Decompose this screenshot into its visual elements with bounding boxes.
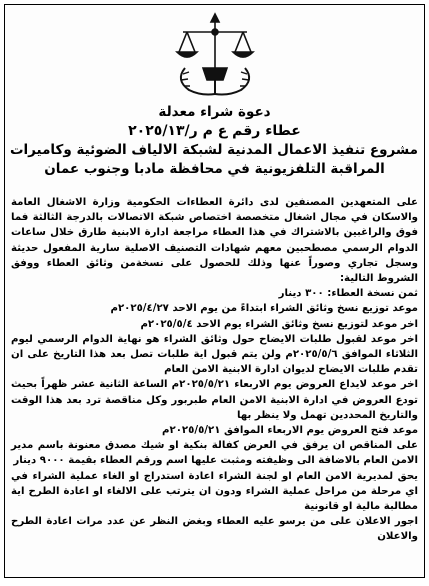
- project-title-line2: المراقبة التلفزيونية في محافظة مادبا وجنوب عمان: [44, 161, 385, 177]
- police-emblem-icon: [155, 8, 275, 101]
- project-title-line1: مشروع تنفيذ الاعمال المدنية لشبكة الالياف الضوئية وكاميرات: [9, 142, 418, 158]
- tender-notice: [4, 4, 425, 578]
- intro-paragraph: على المتعهدين المصنفين لدى دائرة العطاءات الحكومية وزارة الاشغال العامة والاسكان في مجال اشغال متخصصة اختصاص شبكة الاتصالات بالدرجة الثالثة فما فوق والراغبين بالاشتراك في هذا العطاء مراجعة ادارة الابنية طارق خلال ساعات الدوام الرسمي مصطحبين معهم شهادات التصنيف الاصلية سارية المفعول حديثة وسجل تجاري وصوراً عنها وذلك للحصول على نسخةمن وثائق العطاء ووفق الشروط التالية:: [11, 197, 418, 285]
- cancel-paragraph: يحق لمديرية الامن العام او لجنة الشراء اعادة استدراج او الغاء عملية الشراء في اي مرحلة من مراحل عملية الشراء ودون ان يترتب على الالغاء او اعادة الطرح اية مطالبة مالية او قانونية: [11, 470, 418, 513]
- title-block: [11, 103, 418, 179]
- tender-number: عطاء رقم ع م ر/٢٠٢٥/١٣: [128, 123, 301, 139]
- sale-start-line: موعد توزيع نسخ وثائق الشراء ابتداءً من يوم الاحد ٢٠٢٥/٤/٢٧م: [110, 303, 418, 315]
- notice-body: [11, 195, 418, 545]
- clarification-paragraph: اخر موعد لقبول طلبات الايضاح حول وثائق الشراء هو نهاية الدوام الرسمي ليوم الثلاثاء الموافق ٢٠٢٥/٥/٦م ولن يتم قبول اية طلبات تصل بعد هذا التاريخ على ان تقدم طلبات الايضاح لديوان ادارة الابنية الامن العام: [11, 333, 419, 376]
- notice-title: دعوة شراء معدلة: [158, 104, 271, 120]
- price-line: ثمن نسخة العطاء: ٣٠٠ دينار: [278, 288, 418, 300]
- guarantee-paragraph: على المناقص ان يرفق في العرض كفالة بنكية او شيك مصدق معنونة باسم مدير الامن العام بالاضافة الى وظيفته ومثبت عليها اسم ورقم العطاء بقيمة ٩٠٠٠ دينار: [11, 440, 418, 467]
- ad-fees-paragraph: اجور الاعلان على من يرسو عليه العطاء وبغض النظر عن عدد مرات اعادة الطرح والاعلان: [11, 516, 418, 543]
- deposit-paragraph: اخر موعد لايداع العروض يوم الاربعاء ٢٠٢٥/٥/٢١م الساعة الثانية عشر ظهراً بحيث تودع العروض في ادارة الابنية الامن العام طبربور وكل مناقصة ترد بعد هذا الوقت والتاريخ المحددين تهمل ولا ينظر بها: [11, 379, 418, 421]
- opening-line: موعد فتح العروض يوم الاربعاء الموافق ٢٠٢٥/٥/٢١م: [162, 425, 418, 437]
- sale-end-line: اخر موعد لتوزيع نسخ وثائق الشراء يوم الاحد ٢٠٢٥/٥/٤م: [140, 318, 418, 330]
